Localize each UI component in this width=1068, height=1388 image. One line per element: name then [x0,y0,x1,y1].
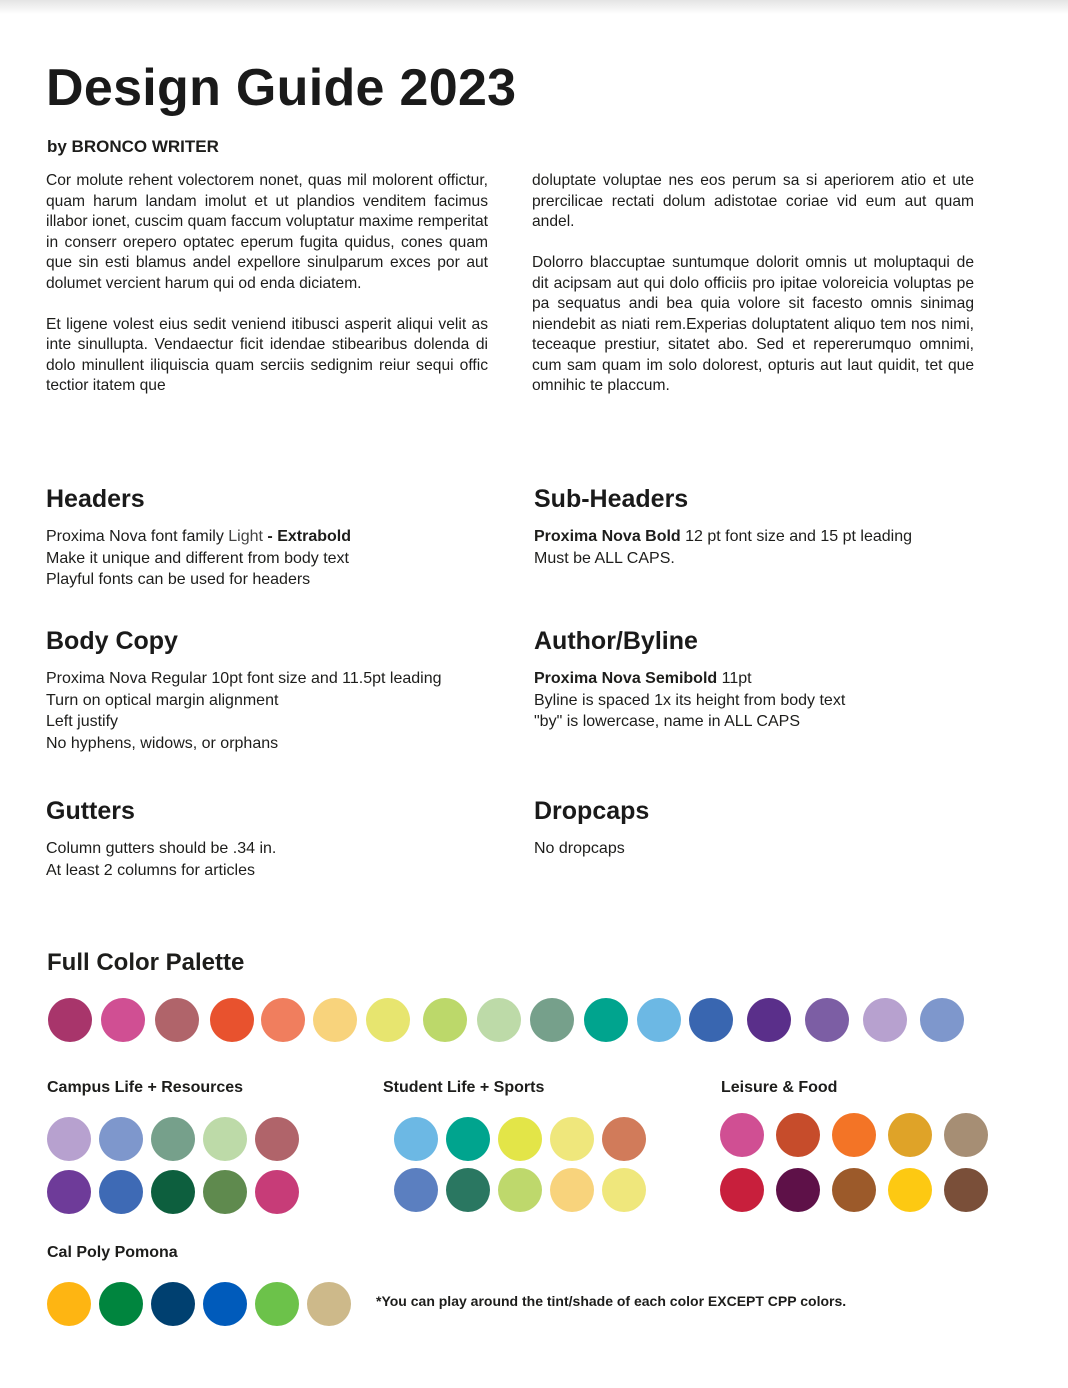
page-title: Design Guide 2023 [46,59,517,117]
spec-font: Proxima Nova Semibold [534,670,718,687]
color-swatch [920,998,964,1042]
color-swatch [637,998,681,1042]
spec-extrabold: Extrabold [277,528,351,545]
color-swatch [47,1170,91,1214]
spec-text: Proxima Nova font family [46,528,229,545]
spec-line: No hyphens, widows, or orphans [46,734,279,752]
color-swatch [888,1168,932,1212]
color-swatch [944,1168,988,1212]
color-swatch [584,998,628,1042]
group-label-student-life: Student Life + Sports [383,1079,545,1096]
spec-light: Light [228,528,263,545]
group-label-campus-life: Campus Life + Resources [47,1079,244,1096]
color-swatch [863,998,907,1042]
group-label-leisure-food: Leisure & Food [721,1079,838,1096]
color-swatch [307,1282,351,1326]
group-label-cal-poly-pomona: Cal Poly Pomona [47,1244,178,1261]
color-swatch [832,1113,876,1157]
section-heading: Dropcaps [534,797,650,825]
spec-line: Playful fonts can be used for headers [46,571,311,588]
spec-line: Column gutters should be .34 in. [46,840,277,857]
paragraph: Cor molute rehent volectorem nonet, quas mil molorent offictur, quam harum landam imolut et ut plandios venditem facimus illabor ionet, cuscim quam faccum voluptatur maxime remperitat in conserr orepero optatec eperum fugita quidus, cones quam que sin esti blamus andel expellore sinulparum exces por aut dolumet vercient harum qui od enda diciatem. [46,172,488,292]
swatch-group-campus-life [47,1117,367,1227]
color-swatch [394,1168,438,1212]
color-swatch [550,1168,594,1212]
color-swatch [720,1113,764,1157]
color-swatch [101,998,145,1042]
color-swatch [99,1117,143,1161]
color-swatch [203,1170,247,1214]
color-swatch [423,998,467,1042]
byline: by BRONCO WRITER [47,137,219,156]
color-swatch [602,1168,646,1212]
author-byline-section [534,627,1004,733]
section-heading: Author/Byline [534,627,698,655]
spec-line: Proxima Nova Regular 10pt font size and 11.5pt leading [46,670,442,687]
dropcaps-section [534,797,1004,860]
spec-line: Byline is spaced 1x its height from body text [534,691,846,709]
spec-font: Proxima Nova Bold [534,528,681,545]
swatch-group-student-life [394,1117,714,1227]
color-swatch [151,1117,195,1161]
color-swatch [776,1113,820,1157]
color-swatch [446,1117,490,1161]
color-swatch [602,1117,646,1161]
color-swatch [689,998,733,1042]
spec-text: 11pt [717,670,752,687]
palette-title: Full Color Palette [47,949,245,976]
spec-line [46,526,516,548]
color-swatch [944,1113,988,1157]
section-heading: Headers [46,485,145,513]
color-swatch [446,1168,490,1212]
color-swatch [530,998,574,1042]
color-swatch [498,1117,542,1161]
body-column-right [532,171,974,417]
color-swatch [155,998,199,1042]
spec-text: 12 pt font size and 15 pt leading [680,528,912,545]
color-swatch [498,1168,542,1212]
spec-line: No dropcaps [534,840,625,857]
color-swatch [255,1170,299,1214]
spec-line: Turn on optical margin alignment [46,691,279,709]
palette-note: *You can play around the tint/shade of each color EXCEPT CPP colors. [376,1293,847,1309]
section-heading: Gutters [46,797,135,825]
color-swatch [255,1282,299,1326]
color-swatch [261,998,305,1042]
color-swatch [550,1117,594,1161]
spec-line [534,526,1004,548]
paragraph: doluptate voluptae nes eos perum sa si aperiorem atio et ute prercilicae rectati dolum adistotae coriae vid eum aut quam andel. [532,172,974,230]
color-swatch [48,998,92,1042]
color-swatch [832,1168,876,1212]
color-swatch [805,998,849,1042]
color-swatch [151,1170,195,1214]
headers-section [46,485,516,591]
page-top-shadow [0,0,1068,14]
color-swatch [366,998,410,1042]
body-column-left [46,171,488,417]
color-swatch [776,1168,820,1212]
color-swatch [203,1282,247,1326]
subheaders-section [534,485,1004,569]
gutters-section [46,797,516,881]
section-heading: Sub-Headers [534,485,689,513]
color-swatch [47,1117,91,1161]
swatch-group-cal-poly-pomona [47,1282,367,1328]
color-swatch [477,998,521,1042]
paragraph: Dolorro blaccuptae suntumque dolorit omnis ut moluptaqui de dit acipsam aut qui dolo officiis pro ipitae voloreicia voluptas pe pa sequatus andi bea quia volore sit facesto omnis sinimag niendebit as niati rem.Experias doluptatent aliquo tem nos nimi, teceaque prestiur, sitatet abo. Sed et repererumquo omnimi, cum sam quam im solo dolorest, opturis aut laut quidit, tet que omnihic te placcum. [532,254,974,394]
color-swatch [99,1170,143,1214]
color-swatch [394,1117,438,1161]
color-swatch [47,1282,91,1326]
full-palette-row [48,998,1028,1044]
body-copy-section [46,627,516,754]
section-heading: Body Copy [46,627,178,655]
paragraph: Et ligene volest eius sedit veniend itibusci asperit aliqui velit as inte sinullupta. Vendaectur ficit idendae stibearibus dolenda di dolo minullent iliquiscia quam serciis sedignim reiur sequi offic tectior itatem que [46,315,488,394]
spec-line: Left justify [46,713,119,730]
color-swatch [313,998,357,1042]
spec-line: At least 2 columns for articles [46,861,255,879]
spec-line: Make it unique and different from body text [46,549,349,567]
color-swatch [210,998,254,1042]
color-swatch [888,1113,932,1157]
color-swatch [203,1117,247,1161]
spec-line [534,668,1004,690]
color-swatch [99,1282,143,1326]
color-swatch [720,1168,764,1212]
color-swatch [151,1282,195,1326]
spec-line: "by" is lowercase, name in ALL CAPS [534,713,800,730]
color-swatch [747,998,791,1042]
color-swatch [255,1117,299,1161]
swatch-group-leisure-food [720,1113,1040,1223]
spec-line: Must be ALL CAPS. [534,549,675,567]
spec-dash: - [262,528,278,545]
